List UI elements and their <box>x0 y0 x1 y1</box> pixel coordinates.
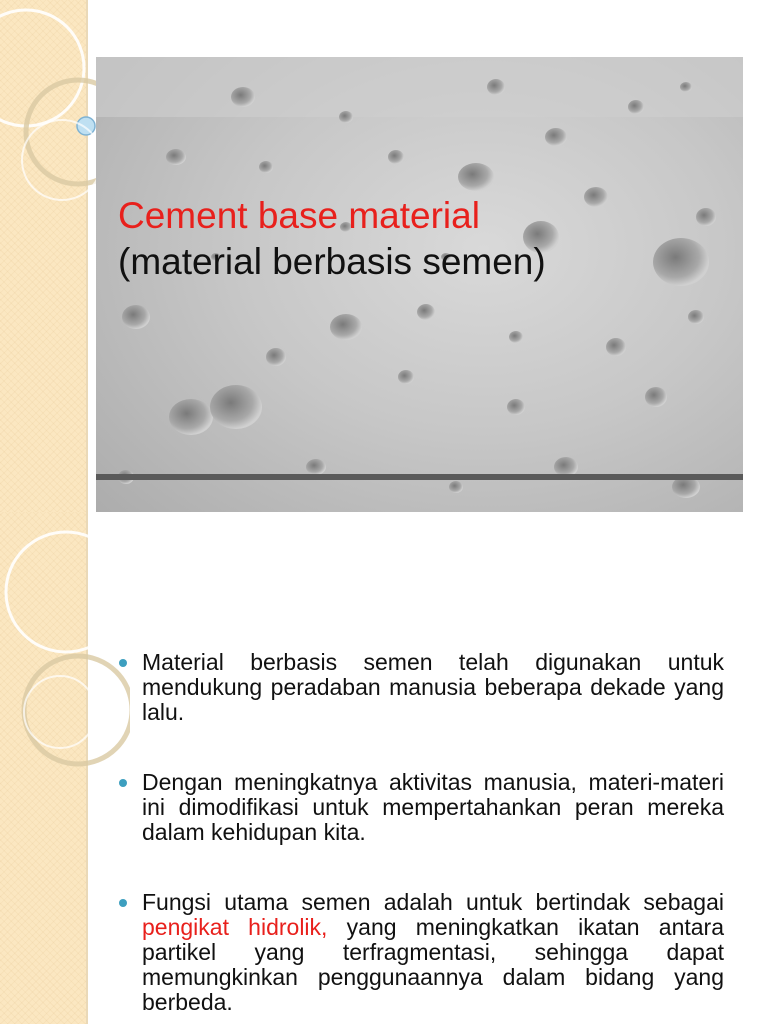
bullet-text-after: yang meningkatkan ikatan antara partikel yang terfragmentasi, sehingga dapat memungkinkan penggunaannya dalam bidang yang berbeda. <box>142 914 724 1015</box>
bullet-dot-icon <box>119 779 127 787</box>
bullet-text: Dengan meningkatnya aktivitas manusia, materi-materi ini dimodifikasi untuk mempertahankan peran mereka dalam kehidupan kita. <box>142 769 724 845</box>
slide-title <box>118 193 718 285</box>
title-line-indonesian: (material berbasis semen) <box>118 241 546 282</box>
bullet-item <box>118 650 724 725</box>
bullet-list <box>118 650 724 1024</box>
slide-2 <box>0 512 768 1024</box>
photo-bottom-edge <box>96 474 743 480</box>
bullet-item <box>118 770 724 845</box>
bullet-text: Material berbasis semen telah digunakan untuk mendukung peradaban manusia beberapa dekade yang lalu. <box>142 649 724 725</box>
decorative-circles-icon <box>0 512 130 1024</box>
bullet-item <box>118 890 724 1015</box>
bullet-dot-icon <box>119 899 127 907</box>
bullet-dot-icon <box>119 659 127 667</box>
highlight-hydraulic-binder: pengikat hidrolik, <box>142 914 328 940</box>
bullet-text-before: Fungsi utama semen adalah untuk bertindak sebagai <box>142 889 724 915</box>
title-line-english: Cement base material <box>118 195 480 236</box>
